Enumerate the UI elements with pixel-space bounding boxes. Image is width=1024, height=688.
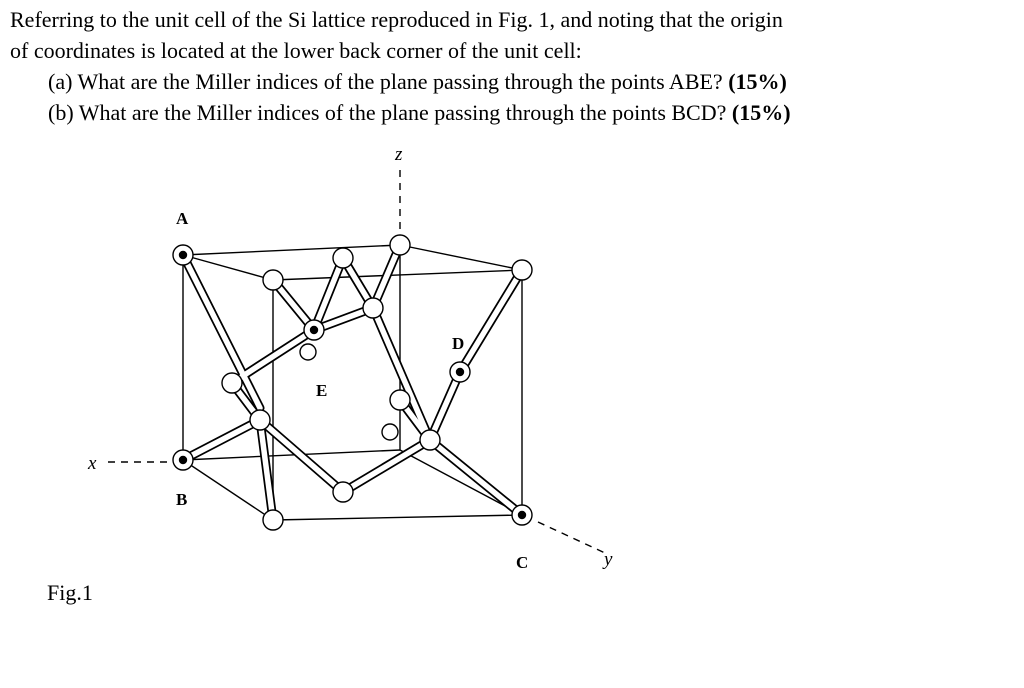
question-a-text: (a) What are the Miller indices of the plane passing through the points ABE? [48, 69, 723, 94]
atom [333, 482, 353, 502]
axis-label-x: x [88, 453, 97, 474]
edge [183, 245, 400, 255]
atom-marker [311, 327, 318, 334]
question-a-weight: (15%) [728, 69, 787, 94]
y-axis-line [538, 522, 605, 553]
atom-c-marker [519, 512, 526, 519]
atom [333, 248, 353, 268]
intro-line-2: of coordinates is located at the lower back corner of the unit cell: [10, 38, 582, 63]
atom [363, 298, 383, 318]
label-c: C [516, 553, 529, 572]
edge [183, 460, 273, 520]
atom-d-marker [457, 369, 464, 376]
atom-a-marker [180, 252, 187, 259]
question-b-text: (b) What are the Miller indices of the plane passing through the points BCD? [48, 100, 727, 125]
figure-caption: Fig.1 [47, 580, 93, 605]
label-e: E [316, 381, 328, 400]
atom [263, 270, 283, 290]
atom [263, 510, 283, 530]
label-a: A [176, 209, 189, 228]
edge [273, 270, 522, 280]
atom [420, 430, 440, 450]
question-b-weight: (15%) [731, 100, 791, 125]
axis-label-z: z [395, 144, 403, 165]
edge [400, 245, 522, 270]
atom [390, 235, 410, 255]
edge [273, 515, 522, 520]
label-d: D [452, 334, 465, 353]
atom [512, 260, 532, 280]
atom [222, 373, 242, 393]
atom [382, 424, 398, 440]
atom [390, 390, 410, 410]
label-b: B [176, 490, 188, 509]
atom-e [300, 344, 316, 360]
atom-b-marker [180, 457, 187, 464]
atom [250, 410, 270, 430]
intro-line-1: Referring to the unit cell of the Si lattice reproduced in Fig. 1, and noting that the origin [10, 7, 783, 32]
axis-label-y: y [604, 549, 613, 570]
